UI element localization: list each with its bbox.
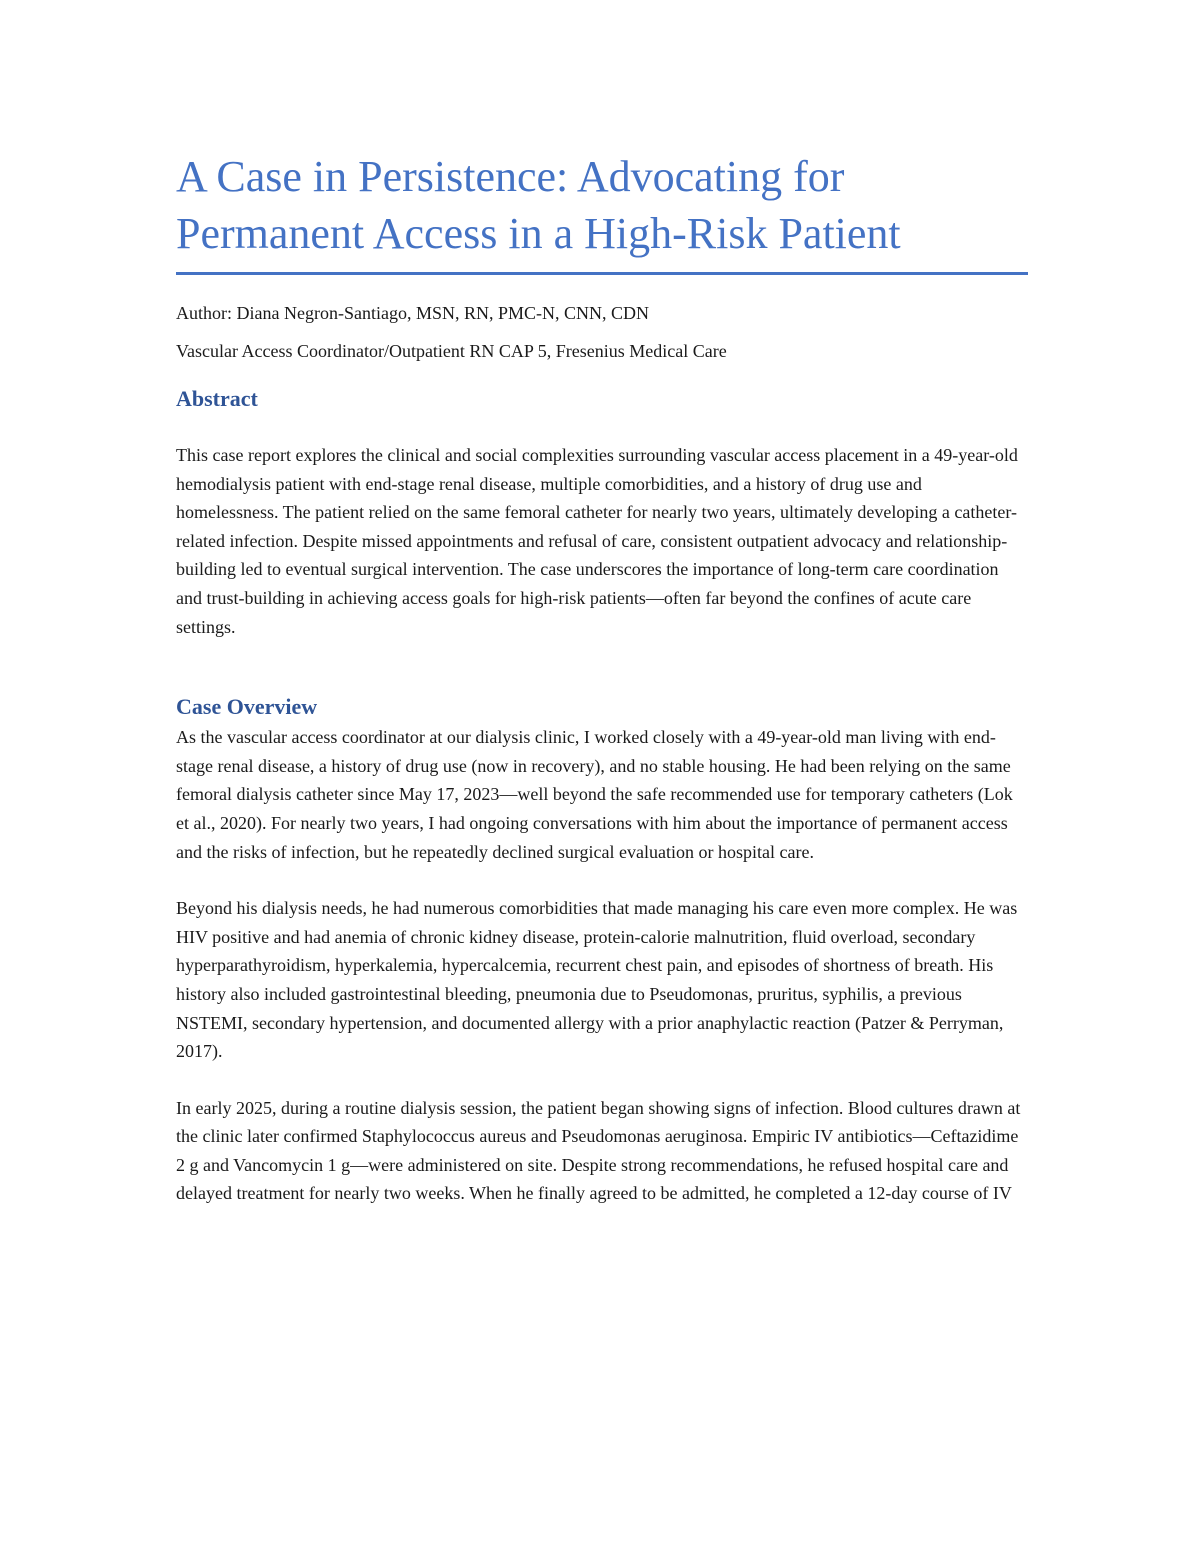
case-overview-paragraph-3: In early 2025, during a routine dialysis session, the patient began showing signs of infection. Blood cultures drawn at the clinic later confirmed Staphylococcus aureus and Pseudomonas aeruginosa. Empiric IV antibiotics—Ceftazidime 2 g and Vancomycin 1 g—were administered on site. Despite strong recommendations, he refused hospital care and delayed treatment for nearly two weeks. When he finally agreed to be admitted, he completed a 12-day course of IV [176, 1097, 1021, 1204]
abstract-paragraph: This case report explores the clinical and social complexities surrounding vascular access placement in a 49-year-old hemodialysis patient with end-stage renal disease, multiple comorbidities, and a history of drug use and homelessness. The patient relied on the same femoral catheter for nearly two years, ultimately developing a catheter-related infection. Despite missed appointments and refusal of care, consistent outpatient advocacy and relationship-building led to eventual surgical intervention. The case underscores the importance of long-term care coordination and trust-building in achieving access goals for high-risk patients—often far beyond the confines of acute care settings. [176, 445, 1018, 637]
case-overview-paragraph-1: As the vascular access coordinator at our dialysis clinic, I worked closely with a 49-year-old man living with end-stage renal disease, a history of drug use (now in recovery), and no stable housing. He had been relying on the same femoral dialysis catheter since May 17, 2023—well beyond the safe recommended use for temporary catheters (Lok et al., 2020). For nearly two years, I had ongoing conversations with him about the importance of permanent access and the risks of infection, but he repeatedly declined surgical evaluation or hospital care. [176, 727, 1013, 862]
document-title: A Case in Persistence: Advocating for Permanent Access in a High-Risk Patient [176, 148, 1028, 275]
case-overview-heading: Case Overview [176, 694, 318, 720]
case-overview-paragraph-2: Beyond his dialysis needs, he had numerous comorbidities that made managing his care even more complex. He was HIV positive and had anemia of chronic kidney disease, protein-calorie malnutrition, fluid overload, secondary hyperparathyroidism, hyperkalemia, hypercalcemia, recurrent chest pain, and episodes of shortness of breath. His history also included gastrointestinal bleeding, pneumonia due to Pseudomonas, pruritus, syphilis, a previous NSTEMI, secondary hypertension, and documented allergy with a prior anaphylactic reaction (Patzer & Perryman, 2017). [176, 898, 1018, 1062]
document-page [176, 148, 1028, 1208]
author-line: Author: Diana Negron-Santiago, MSN, RN, PMC-N, CNN, CDN [176, 303, 649, 323]
abstract-heading: Abstract [176, 386, 258, 411]
affiliation-line: Vascular Access Coordinator/Outpatient RN CAP 5, Fresenius Medical Care [176, 341, 727, 361]
